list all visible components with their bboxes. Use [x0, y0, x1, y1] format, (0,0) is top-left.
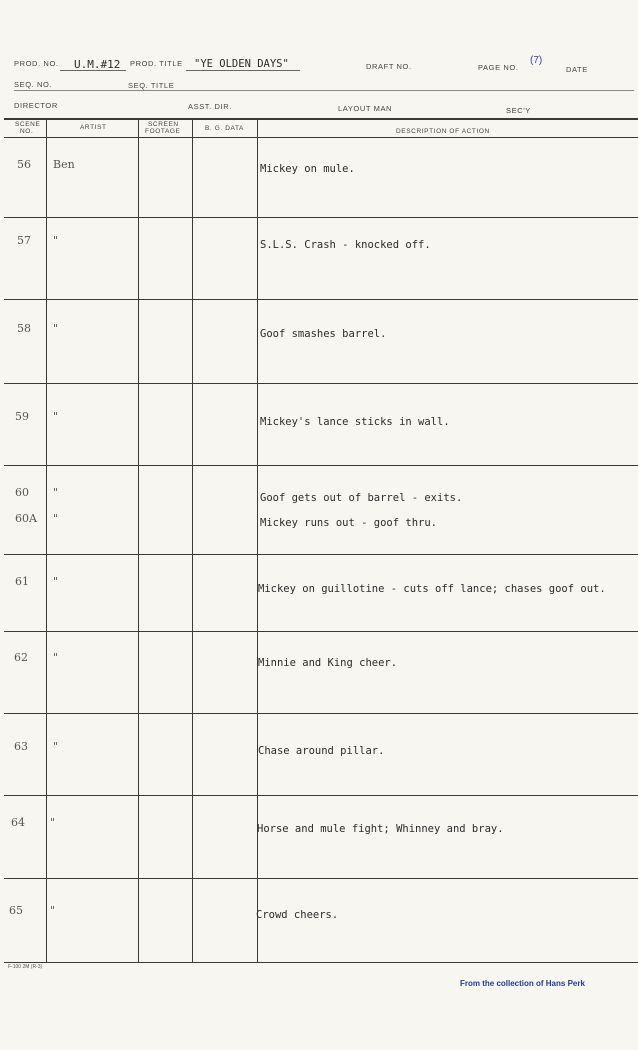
action-description: Goof smashes barrel. — [260, 328, 387, 340]
artist-name: Ben — [53, 158, 75, 171]
artist-ditto: " — [50, 816, 56, 829]
action-description: Minnie and King cheer. — [258, 657, 398, 669]
scene-number: 58 — [17, 322, 31, 335]
scene-number: 62 — [14, 651, 28, 664]
scene-number: 59 — [15, 410, 29, 423]
col-screen-line1: SCREEN — [148, 121, 179, 128]
action-description: Mickey on mule. — [260, 163, 355, 175]
action-description: Chase around pillar. — [258, 745, 385, 757]
asst-dir-label: ASST. DIR. — [188, 102, 232, 111]
artist-ditto: " — [53, 410, 59, 423]
collection-credit: From the collection of Hans Perk — [460, 979, 585, 988]
date-label: DATE — [566, 65, 588, 74]
artist-ditto: " — [50, 904, 56, 917]
artist-ditto: " — [53, 740, 59, 753]
artist-ditto: " — [53, 234, 59, 247]
prod-no-label: PROD. NO. — [14, 59, 59, 68]
prod-title-value: "YE OLDEN DAYS" — [194, 58, 289, 70]
scene-number: 56 — [17, 158, 31, 171]
artist-ditto: " — [53, 486, 59, 499]
seq-no-label: SEQ. NO. — [14, 80, 53, 89]
action-description: Mickey's lance sticks in wall. — [260, 416, 450, 428]
draft-no-label: DRAFT NO. — [366, 62, 412, 71]
scene-number: 60 — [15, 486, 29, 499]
col-artist: ARTIST — [80, 124, 107, 131]
action-description: Goof gets out of barrel - exits. — [260, 492, 463, 504]
action-description: S.L.S. Crash - knocked off. — [260, 239, 431, 251]
artist-ditto: " — [53, 322, 59, 335]
scene-number: 65 — [9, 904, 23, 917]
scene-number: 64 — [11, 816, 25, 829]
scene-number: 63 — [14, 740, 28, 753]
secy-label: SEC'Y — [506, 106, 531, 115]
action-description: Mickey on guillotine - cuts off lance; chases goof out. — [258, 583, 606, 595]
page-no-label: PAGE NO. — [478, 63, 519, 72]
action-description: Crowd cheers. — [256, 909, 339, 921]
form-number: F-100 2M (R-3) — [8, 964, 43, 970]
col-scene-line1: SCENE — [15, 121, 41, 128]
col-screen-line2: FOOTAGE — [145, 128, 181, 135]
artist-ditto: " — [53, 512, 59, 525]
layout-man-label: LAYOUT MAN — [338, 104, 393, 113]
artist-ditto: " — [53, 651, 59, 664]
page-no-value: (7) — [530, 55, 543, 66]
col-description: DESCRIPTION OF ACTION — [396, 128, 490, 135]
scene-number: 61 — [15, 575, 29, 588]
prod-no-value: U.M.#12 — [74, 58, 121, 71]
col-bg-data: B. G. DATA — [205, 125, 244, 132]
scene-number: 57 — [17, 234, 31, 247]
col-scene-line2: NO. — [20, 128, 34, 135]
artist-ditto: " — [53, 575, 59, 588]
action-description: Horse and mule fight; Whinney and bray. — [257, 823, 504, 835]
seq-title-label: SEQ. TITLE — [128, 81, 175, 90]
scene-number: 60A — [15, 512, 37, 525]
action-description: Mickey runs out - goof thru. — [260, 517, 438, 529]
prod-title-label: PROD. TITLE — [130, 59, 183, 68]
director-label: DIRECTOR — [14, 101, 58, 110]
